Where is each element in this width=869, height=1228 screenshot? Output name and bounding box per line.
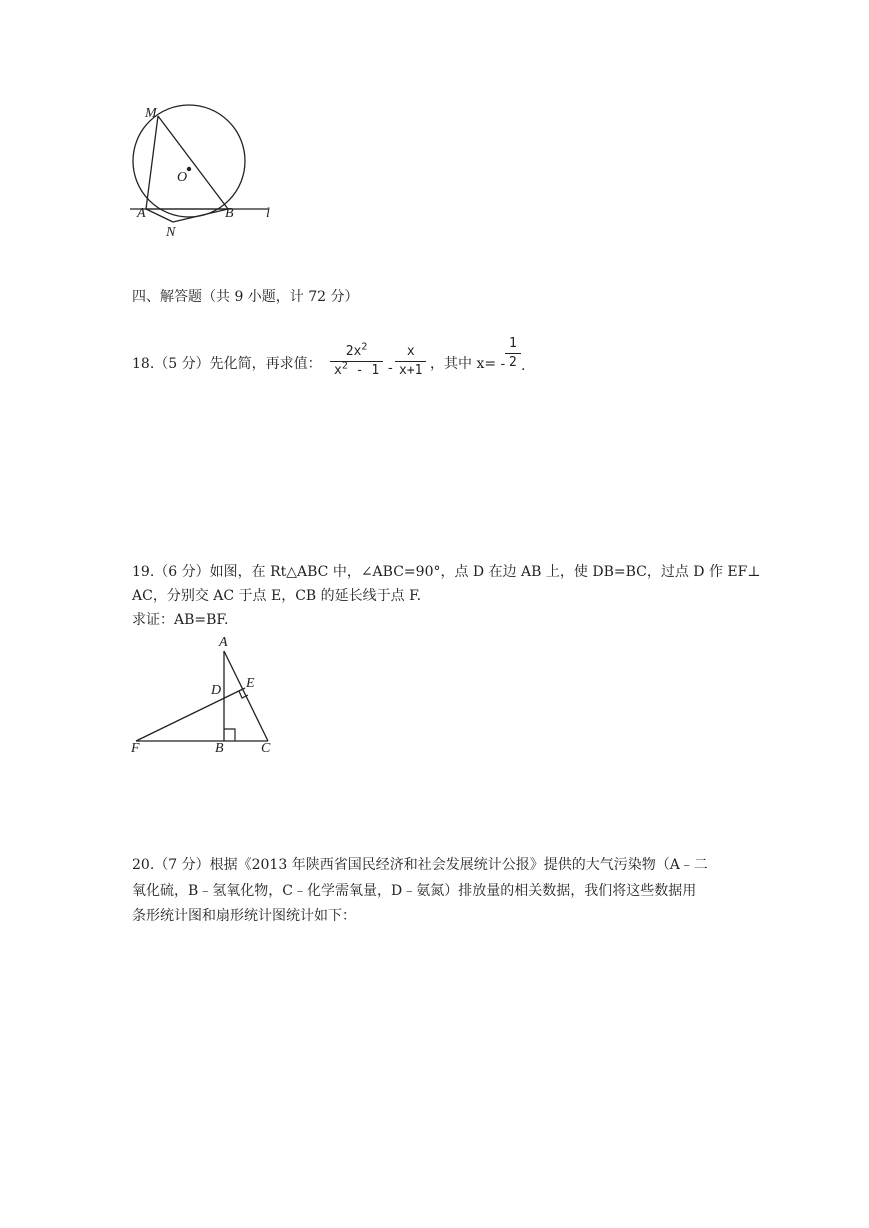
q20-line2: 氧化硫，B﹣氢氧化物，C﹣化学需氧量，D﹣氨氮）排放量的相关数据，我们将这些数据用 bbox=[132, 883, 697, 899]
right-triangle-figure bbox=[130, 640, 280, 750]
label-f: F bbox=[131, 741, 140, 756]
label-o: O bbox=[177, 170, 188, 185]
label-a: A bbox=[137, 206, 146, 221]
label-a: A bbox=[219, 635, 228, 650]
fraction-2 bbox=[395, 343, 426, 380]
segment-nb bbox=[173, 209, 228, 222]
label-b: B bbox=[215, 741, 224, 756]
fraction-2-numerator: x bbox=[395, 343, 426, 362]
segment-ma bbox=[146, 116, 158, 209]
fraction-1-denominator: $x^2 - 1$ bbox=[334, 360, 380, 378]
label-d: D bbox=[211, 683, 222, 698]
q19-line3: 求证：AB=BF. bbox=[132, 612, 229, 628]
fraction-2-denominator: x+1 bbox=[399, 363, 423, 378]
fraction-3-numerator: 1 bbox=[505, 335, 521, 354]
fraction-3 bbox=[505, 335, 521, 372]
label-c: C bbox=[261, 741, 271, 756]
q19-line2: AC，分别交 AC 于点 E，CB 的延长线于点 F. bbox=[132, 588, 422, 604]
q19-line1: 19.（6 分）如图，在 Rt△ABC 中，∠ABC=90°，点 D 在边 AB 上，使 DB=BC，过点 D 作 EF⊥ bbox=[132, 564, 761, 580]
q18-prefix: 18.（5 分）先化简，再求值： bbox=[132, 356, 322, 372]
segment-mb bbox=[158, 116, 228, 209]
segment-an bbox=[146, 209, 173, 222]
label-l: l bbox=[266, 206, 270, 221]
center-point-o bbox=[187, 167, 191, 171]
label-n: N bbox=[166, 225, 176, 240]
q20-line3: 条形统计图和扇形统计图统计如下： bbox=[132, 908, 356, 924]
section-heading: 四、解答题（共 9 小题，计 72 分） bbox=[132, 289, 359, 305]
fraction-1-numerator: $2x^2$ bbox=[330, 343, 383, 362]
q18-end: . bbox=[521, 358, 526, 374]
fraction-1 bbox=[330, 343, 383, 380]
segment-fe bbox=[136, 688, 245, 741]
label-b: B bbox=[225, 206, 234, 221]
q18-middle: ，其中 x= - bbox=[430, 356, 506, 372]
minus-sign: - bbox=[388, 360, 393, 376]
label-m: M bbox=[145, 106, 157, 121]
q20-line1: 20.（7 分）根据《2013 年陕西省国民经济和社会发展统计公报》提供的大气污染物（A﹣二 bbox=[132, 857, 708, 873]
fraction-3-denominator: 2 bbox=[509, 355, 517, 370]
right-angle-b bbox=[224, 729, 235, 741]
label-e: E bbox=[246, 676, 255, 691]
